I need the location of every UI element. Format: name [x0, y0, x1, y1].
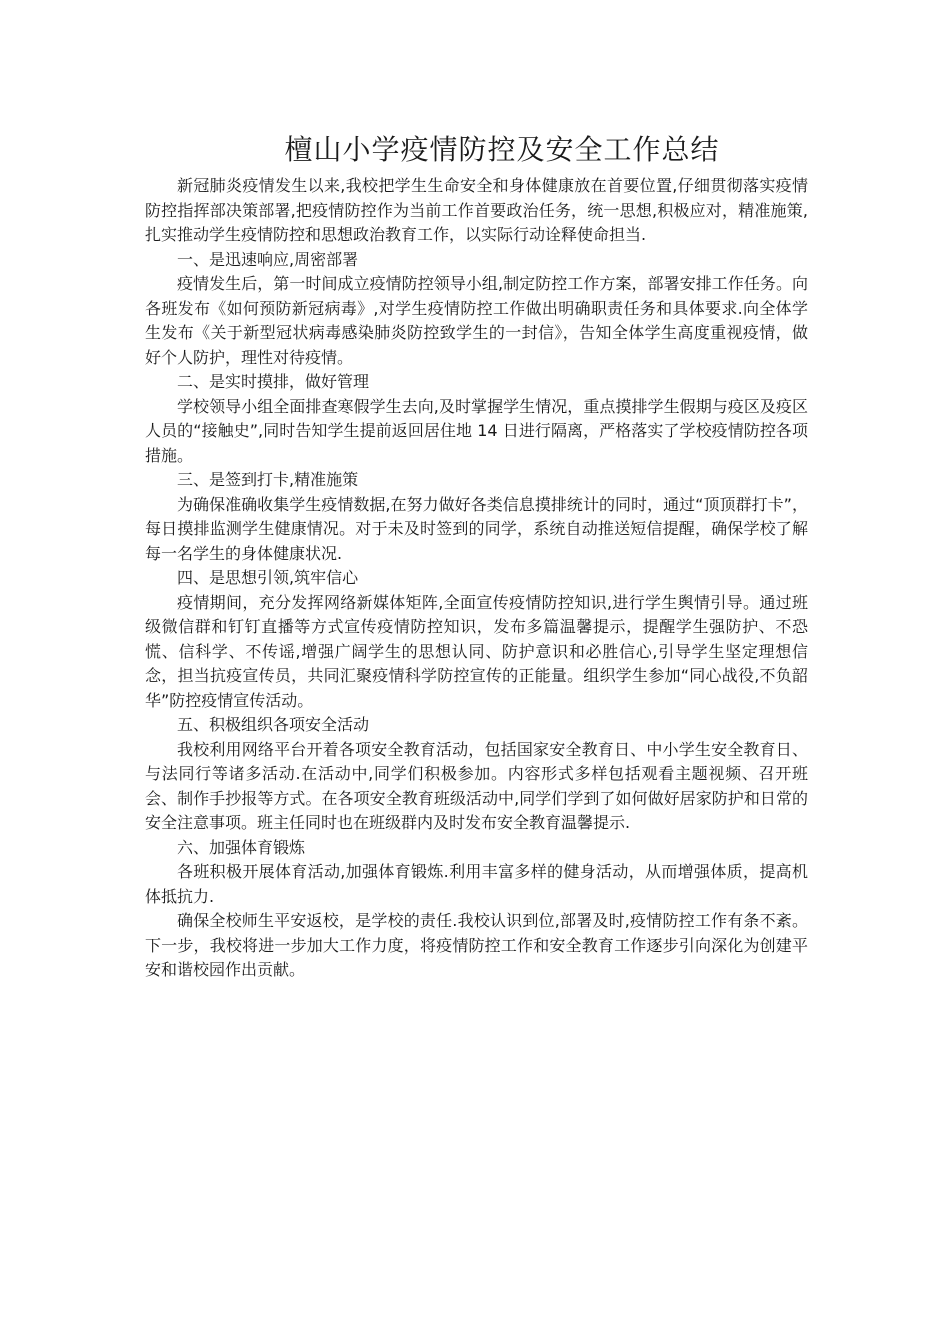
document-body	[145, 174, 808, 983]
section-heading-4: 四、是思想引领,筑牢信心	[177, 568, 359, 587]
paragraph-conclusion: 确保全校师生平安返校，是学校的责任.我校认识到位,部署及时,疫情防控工作有条不紊。下一步，我校将进一步加大工作力度，将疫情防控工作和安全教育工作逐步引向深化为创建平安和谐校园作出贡献。	[145, 911, 808, 979]
paragraph-section-1: 疫情发生后，第一时间成立疫情防控领导小组,制定防控工作方案，部署安排工作任务。向各班发布《如何预防新冠病毒》,对学生疫情防控工作做出明确职责任务和具体要求.向全体学生发布《关于新型冠状病毒感染肺炎防控致学生的一封信》，告知全体学生高度重视疫情，做好个人防护，理性对待疫情。	[145, 274, 808, 367]
section-heading-5: 五、积极组织各项安全活动	[177, 715, 370, 734]
paragraph-section-3: 为确保准确收集学生疫情数据,在努力做好各类信息摸排统计的同时，通过“顶顶群打卡”，每日摸排监测学生健康情况。对于未及时签到的同学，系统自动推送短信提醒，确保学校了解每一名学生的身体健康状况.	[145, 494, 808, 563]
paragraph-section-5: 我校利用网络平台开着各项安全教育活动，包括国家安全教育日、中小学生安全教育日、与法同行等诸多活动.在活动中,同学们积极参加。内容形式多样包括观看主题视频、召开班会、制作手抄报等方式。在各项安全教育班级活动中,同学们学到了如何做好居家防护和日常的安全注意事项。班主任同时也在班级群内及时发布安全教育温馨提示.	[145, 739, 808, 832]
section-heading-6: 六、加强体育锻炼	[177, 837, 306, 857]
section-heading-1: 一、是迅速响应,周密部署	[177, 249, 359, 269]
paragraph-section-6: 各班积极开展体育活动,加强体育锻炼.利用丰富多样的健身活动，从而增强体质，提高机体抵抗力.	[145, 862, 808, 906]
paragraph-intro: 新冠肺炎疫情发生以来,我校把学生生命安全和身体健康放在首要位置,仔细贯彻落实疫情防控指挥部决策部署,把疫情防控作为当前工作首要政治任务，统一思想,积极应对，精准施策,扎实推动学生疫情防控和思想政治教育工作，以实际行动诠释使命担当.	[145, 176, 808, 244]
paragraph-section-2: 学校领导小组全面排查寒假学生去向,及时掌握学生情况，重点摸排学生假期与疫区及疫区人员的“接触史”,同时告知学生提前返回居住地 14 日进行隔离，严格落实了学校疫情防控各项措施。	[145, 396, 808, 465]
section-heading-2: 二、是实时摸排，做好管理	[177, 372, 370, 391]
section-heading-3: 三、是签到打卡,精准施策	[177, 470, 359, 489]
paragraph-section-4: 疫情期间，充分发挥网络新媒体矩阵,全面宣传疫情防控知识,进行学生舆情引导。通过班级微信群和钉钉直播等方式宣传疫情防控知识，发布多篇温馨提示，提醒学生强防护、不恐慌、信科学、不传谣,增强广阔学生的思想认同、防护意识和必胜信心,引导学生坚定理想信念，担当抗疫宣传员，共同汇聚疫情科学防控宣传的正能量。组织学生参加“同心战役,不负韶华”防控疫情宣传活动。	[145, 592, 808, 710]
document-title: 檀山小学疫情防控及安全工作总结	[284, 133, 720, 166]
